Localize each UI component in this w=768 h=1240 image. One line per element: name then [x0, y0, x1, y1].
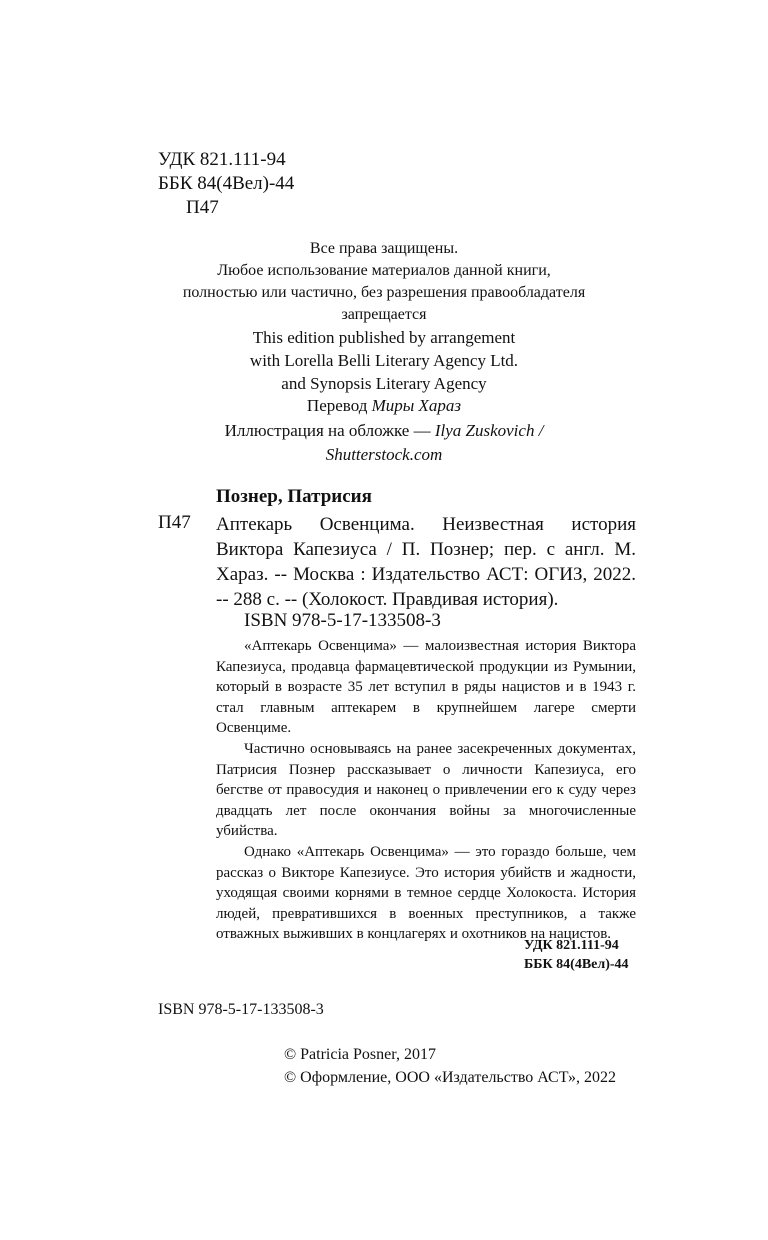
catalog-author: Познер, Патрисия	[216, 486, 372, 507]
footer-isbn: ISBN 978-5-17-133508-3	[158, 1001, 324, 1018]
copyright-line: © Оформление, ООО «Издательство АСТ», 2022	[284, 1069, 617, 1086]
rights-line: Все права защищены.	[309, 240, 459, 257]
illustration-source-name: Shutterstock.com	[325, 445, 443, 464]
copyright-notice	[284, 1043, 616, 1089]
annotation-paragraph: «Аптекарь Освенцима» — малоизвестная история Виктора Капезиуса, продавца фармацевтической продукции из Румынии, который в возрасте 35 лет вступил в ряды нацистов и в 1943 г. стал главным аптекарем в крупнейшем лагере смерти Освенциме.	[216, 638, 636, 737]
catalog-description: Аптекарь Освенцима. Неизвестная история Виктора Капезиуса / П. Познер; пер. с англ. М. Хараз. -- Москва : Издательство АСТ: ОГИЗ, 2022. -- 288 с. -- (Холокост. Правдивая история).	[216, 514, 636, 610]
translation-credit	[0, 394, 768, 418]
illustration-label: Иллюстрация на обложке —	[224, 421, 431, 440]
illustration-credit	[0, 419, 768, 443]
illustrator-name: Ilya Zuskovich /	[434, 421, 544, 440]
translator-name: Миры Хараз	[371, 396, 462, 415]
annotation	[216, 636, 636, 945]
rights-line: полностью или частично, без разрешения правообладателя	[182, 284, 586, 301]
edition-line: and Synopsis Literary Agency	[281, 374, 487, 393]
rights-line: Любое использование материалов данной книги,	[217, 262, 551, 279]
rights-line: запрещается	[341, 306, 427, 323]
translation-label: Перевод	[306, 396, 368, 415]
author-mark: П47	[186, 197, 219, 218]
edition-notice	[0, 326, 768, 395]
copyright-line: © Patricia Posner, 2017	[284, 1046, 436, 1063]
catalog-isbn: ISBN 978-5-17-133508-3	[244, 610, 441, 631]
catalog-code: П47	[158, 512, 191, 533]
annotation-paragraph: Однако «Аптекарь Освенцима» — это гораздо больше, чем рассказ о Викторе Капезиусе. Это история убийств и жадности, уходящая своими корнями в темное сердце Холокоста. История людей, превратившихся в военных преступников, а также отважных выживших в концлагерях и охотников на нацистов.	[216, 843, 636, 943]
edition-line: with Lorella Belli Literary Agency Ltd.	[249, 351, 519, 370]
annotation-paragraph: Частично основываясь на ранее засекреченных документах, Патрисия Познер рассказывает о личности Капезиуса, его бегстве от правосудия и наконец о привлечении его к суду через двадцать лет после окончания войны за многочисленные убийства.	[216, 740, 636, 840]
annotation-udk: УДК 821.111-94	[524, 938, 619, 953]
illustration-source	[0, 443, 768, 467]
rights-notice	[0, 238, 768, 326]
annotation-bbk: ББК 84(4Вел)-44	[524, 957, 629, 972]
udk-code: УДК 821.111-94	[158, 149, 286, 170]
edition-line: This edition published by arrangement	[252, 328, 516, 347]
bbk-code: ББК 84(4Вел)-44	[158, 173, 295, 194]
